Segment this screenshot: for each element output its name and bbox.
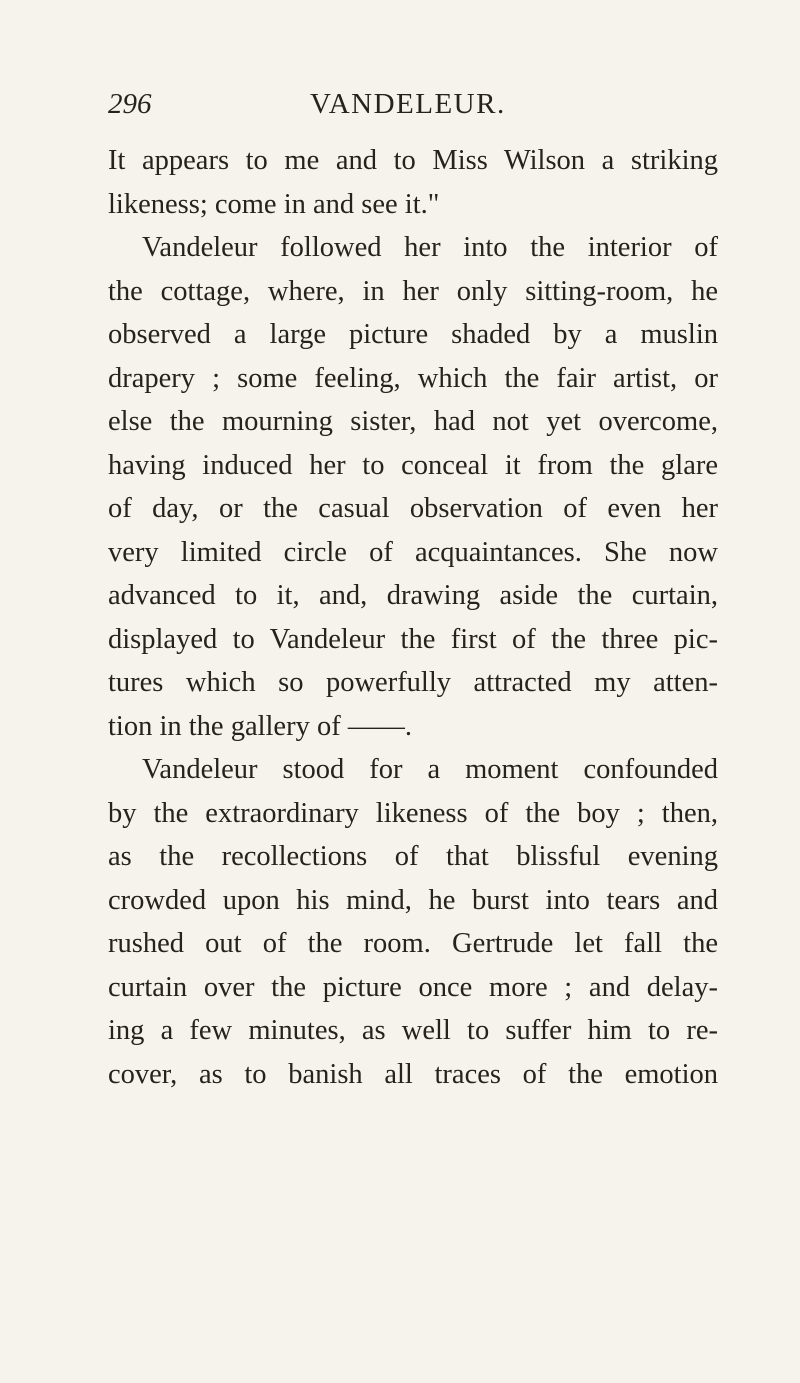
text-line: as the recollections of that blissful evening xyxy=(108,841,718,872)
page-number: 296 xyxy=(108,88,152,120)
text-line: cover, as to banish all traces of the emotion xyxy=(108,1058,718,1090)
text-line: by the extraordinary likeness of the boy ; then, xyxy=(108,797,718,829)
text-line: crowded upon his mind, he burst into tears and xyxy=(108,884,718,916)
text-line: displayed to Vandeleur the first of the three pic- xyxy=(108,623,718,655)
text-line: Vandeleur stood for a moment confounded xyxy=(142,754,718,785)
text-line: tion in the gallery of ——. xyxy=(108,710,412,742)
text-line: else the mourning sister, had not yet overcome, xyxy=(108,406,718,437)
text-line: It appears to me and to Miss Wilson a striking xyxy=(108,145,718,176)
text-line: ing a few minutes, as well to suffer him to re- xyxy=(108,1015,718,1046)
page-header xyxy=(108,84,708,124)
text-line: likeness; come in and see it." xyxy=(108,188,440,220)
text-line: very limited circle of acquaintances. She now xyxy=(108,536,718,568)
text-line: of day, or the casual observation of even her xyxy=(108,493,718,524)
text-line: tures which so powerfully attracted my atten- xyxy=(108,667,718,698)
text-line: the cottage, where, in her only sitting-room, he xyxy=(108,275,718,307)
text-line: having induced her to conceal it from the glare xyxy=(108,449,718,481)
text-line: advanced to it, and, drawing aside the curtain, xyxy=(108,580,718,611)
body-text xyxy=(108,139,718,1096)
text-line: Vandeleur followed her into the interior of xyxy=(142,232,718,263)
text-line: curtain over the picture once more ; and delay- xyxy=(108,971,718,1003)
text-line: observed a large picture shaded by a muslin xyxy=(108,319,718,350)
text-line: drapery ; some feeling, which the fair artist, or xyxy=(108,362,718,394)
running-head: VANDELEUR. xyxy=(310,88,506,120)
text-line: rushed out of the room. Gertrude let fall the xyxy=(108,928,718,959)
